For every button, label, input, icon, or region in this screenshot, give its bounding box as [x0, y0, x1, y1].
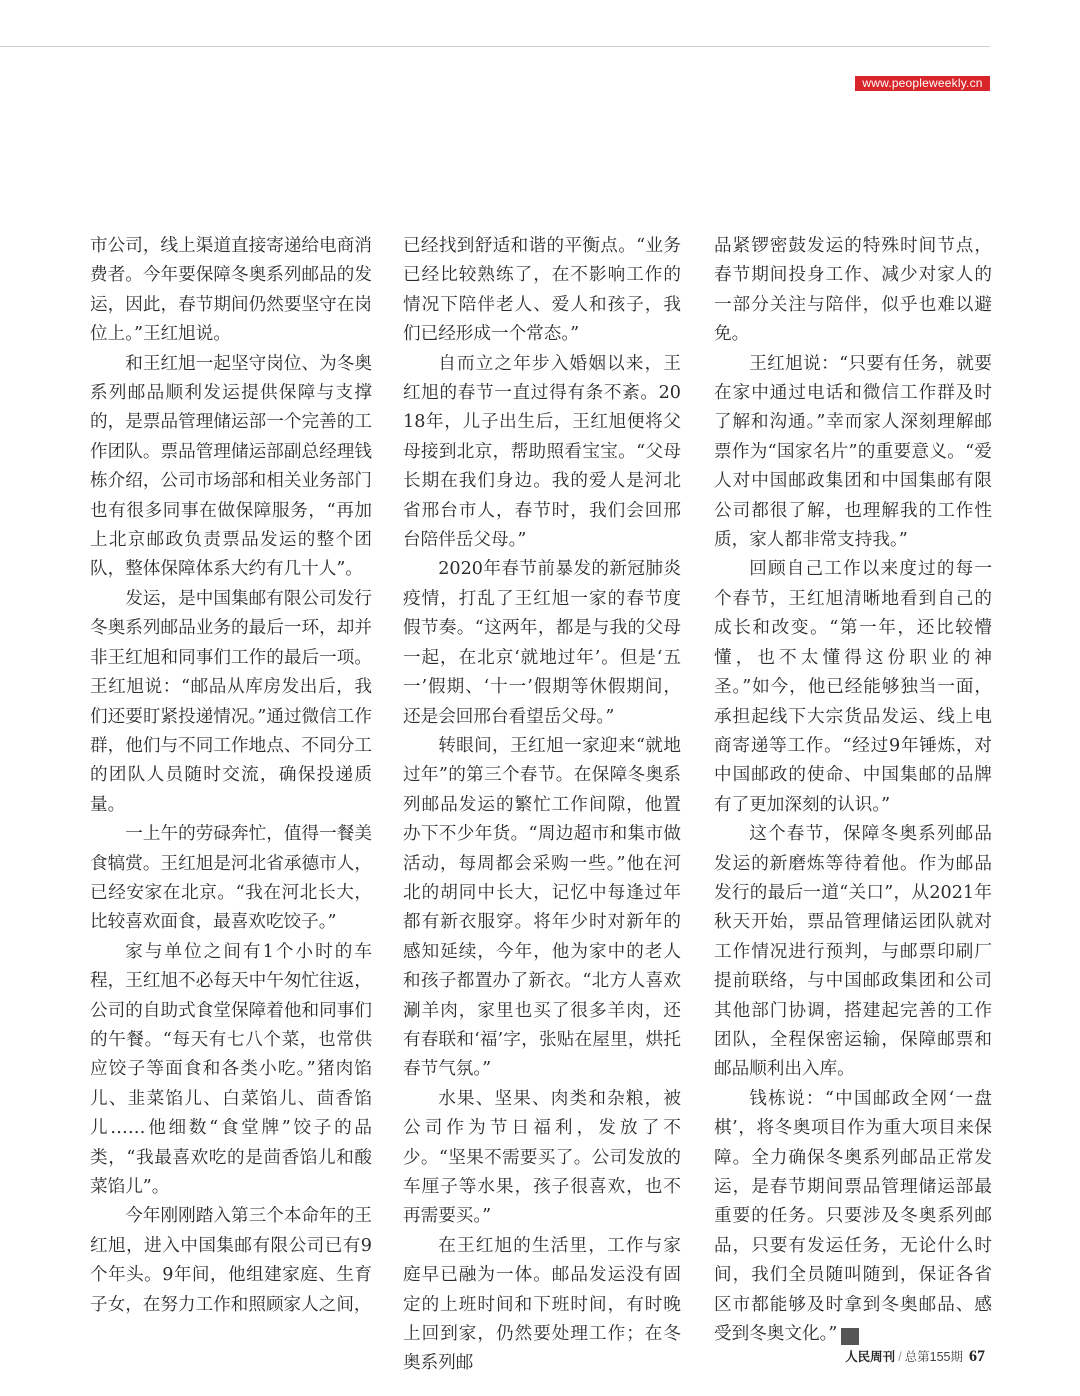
article-column-2 — [403, 232, 681, 1379]
article-column-1 — [90, 232, 372, 1320]
magazine-name: 人民周刊 — [845, 1350, 896, 1364]
paragraph: 水果、坚果、肉类和杂粮，被公司作为节日福利，发放了不少。“坚果不需要买了。公司发放的车厘子等水果，孩子很喜欢，也不再需要买。” — [403, 1088, 681, 1227]
header-rule — [0, 46, 990, 47]
paragraph: 2020年春节前暴发的新冠肺炎疫情，打乱了王红旭一家的春节度假节奏。“这两年，都是与我的父母一起，在北京‘就地过年’。但是‘五一’假期、‘十一’假期等休假期间，还是会回邢台看望岳父母。” — [403, 559, 681, 727]
paragraph: 一上午的劳碌奔忙，值得一餐美食犒赏。王红旭是河北省承德市人，已经安家在北京。“我在河北长大，比较喜欢面食，最喜欢吃饺子。” — [90, 824, 372, 933]
paragraph: 这个春节，保障冬奥系列邮品发运的新磨炼等待着他。作为邮品发行的最后一道“关口”，从2021年秋天开始，票品管理储运团队就对工作情况进行预判，与邮票印刷厂提前联络，与中国邮政集团和公司其他部门协调，搭建起完善的工作团队，全程保密运输，保障邮票和邮品顺利出入库。 — [714, 824, 992, 1080]
website-banner[interactable]: www.peopleweekly.cn — [855, 76, 990, 91]
paragraph: 今年刚刚踏入第三个本命年的王红旭，进入中国集邮有限公司已有9个年头。9年间，他组建家庭、生育子女，在努力工作和照顾家人之间， — [90, 1206, 372, 1315]
paragraph: 发运，是中国集邮有限公司发行冬奥系列邮品业务的最后一环，却并非王红旭和同事们工作的最后一项。王红旭说：“邮品从库房发出后，我们还要盯紧投递情况。”通过微信工作群，他们与不同工作地点、不同分工的团队人员随时交流，确保投递质量。 — [90, 588, 372, 815]
paragraph-text: 钱栋说：“中国邮政全网‘一盘棋’，将冬奥项目作为重大项目来保障。全力确保冬奥系列邮品正常发运，是春节期间票品管理储运部最重要的任务。只要涉及冬奥系列邮品，只要有发运任务，无论什么时间，我们全员随叫随到，保证各省区市都能够及时拿到冬奥邮品、感受到冬奥文化。” — [714, 1088, 992, 1345]
paragraph: 自而立之年步入婚姻以来，王红旭的春节一直过得有条不紊。2018年，儿子出生后，王红旭便将父母接到北京，帮助照看宝宝。“父母长期在我们身边。我的爱人是河北省邢台市人，春节时，我们会回邢台陪伴岳父母。” — [403, 353, 681, 551]
paragraph-last — [714, 1085, 992, 1350]
paragraph: 已经找到舒适和谐的平衡点。“业务已经比较熟练了，在不影响工作的情况下陪伴老人、爱人和孩子，我们已经形成一个常态。” — [403, 236, 681, 345]
footer-separator: / — [898, 1350, 902, 1364]
paragraph: 市公司，线上渠道直接寄递给电商消费者。今年要保障冬奥系列邮品的发运，因此，春节期间仍然要坚守在岗位上。”王红旭说。 — [90, 236, 372, 345]
paragraph: 品紧锣密鼓发运的特殊时间节点，春节期间投身工作、减少对家人的一部分关注与陪伴，似乎也难以避免。 — [714, 236, 992, 345]
page-footer — [845, 1347, 985, 1366]
end-mark-icon: K — [841, 1328, 859, 1345]
issue-number: 总第155期 — [904, 1350, 963, 1364]
paragraph: 和王红旭一起坚守岗位、为冬奥系列邮品顺利发运提供保障与支撑的，是票品管理储运部一个完善的工作团队。票品管理储运部副总经理钱栋介绍，公司市场部和相关业务部门也有很多同事在做保障服务，“再加上北京邮政负责票品发运的整个团队，整体保障体系大约有几十人”。 — [90, 353, 372, 580]
paragraph: 家与单位之间有1个小时的车程，王红旭不必每天中午匆忙往返，公司的自助式食堂保障着他和同事们的午餐。“每天有七八个菜，也常供应饺子等面食和各类小吃。”猪肉馅儿、韭菜馅儿、白菜馅儿、茴香馅儿……他细数“食堂牌”饺子的品类，“我最喜欢吃的是茴香馅儿和酸菜馅儿”。 — [90, 941, 372, 1197]
paragraph: 王红旭说：“只要有任务，就要在家中通过电话和微信工作群及时了解和沟通。”幸而家人深刻理解邮票作为“国家名片”的重要意义。“爱人对中国邮政集团和中国集邮有限公司都很了解，也理解我的工作性质，家人都非常支持我。” — [714, 353, 992, 551]
paragraph: 回顾自己工作以来度过的每一个春节，王红旭清晰地看到自己的成长和改变。“第一年，还比较懵懂，也不太懂得这份职业的神圣。”如今，他已经能够独当一面，承担起线下大宗货品发运、线上电商寄递等工作。“经过9年锤炼，对中国邮政的使命、中国集邮的品牌有了更加深刻的认识。” — [714, 559, 992, 815]
article-column-3 — [714, 232, 992, 1349]
paragraph: 在王红旭的生活里，工作与家庭早已融为一体。邮品发运没有固定的上班时间和下班时间，有时晚上回到家，仍然要处理工作；在冬奥系列邮 — [403, 1235, 681, 1374]
paragraph: 转眼间，王红旭一家迎来“就地过年”的第三个春节。在保障冬奥系列邮品发运的繁忙工作间隙，他置办下不少年货。“周边超市和集市做活动，每周都会采购一些。”他在河北的胡同中长大，记忆中每逢过年都有新衣服穿。将年少时对新年的感知延续，今年，他为家中的老人和孩子都置办了新衣。“北方人喜欢涮羊肉，家里也买了很多羊肉，还有春联和‘福’字，张贴在屋里，烘托春节气氛。” — [403, 735, 681, 1080]
page-number: 67 — [969, 1348, 985, 1365]
